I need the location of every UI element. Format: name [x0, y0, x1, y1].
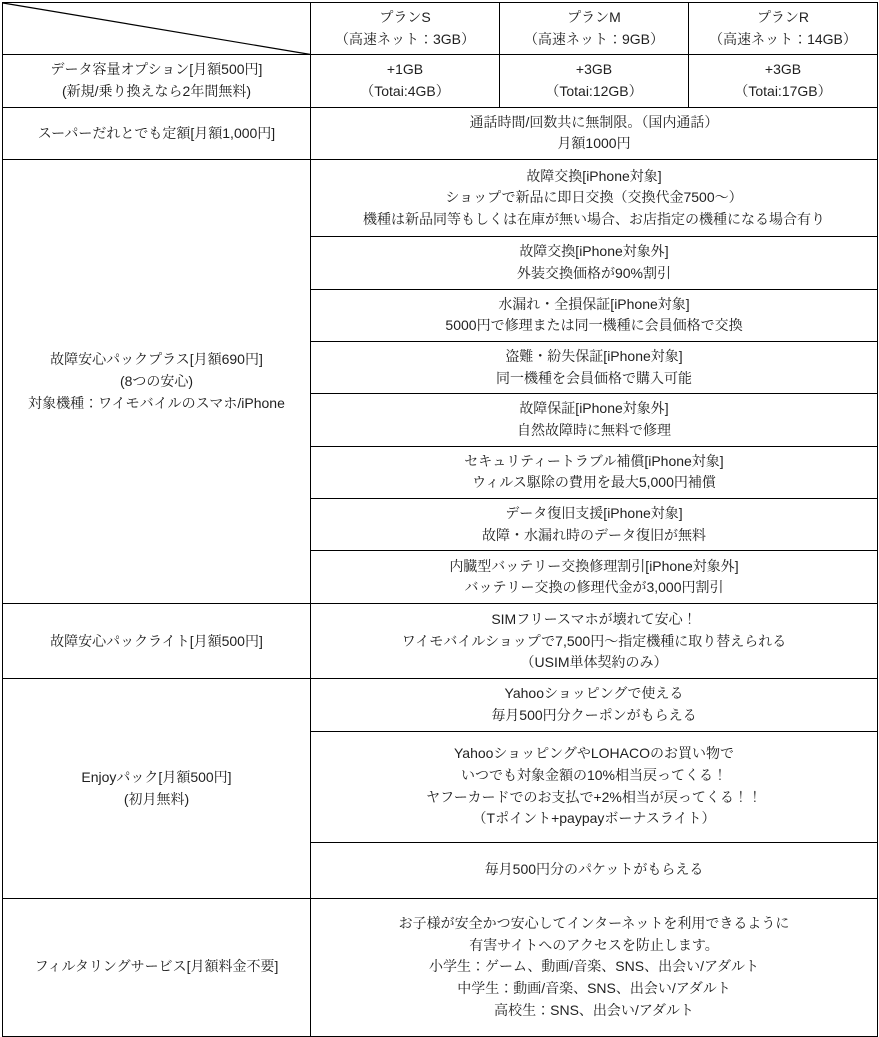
cell-enjoy-pack-item-2	[311, 731, 878, 842]
cell-line: ワイモバイルショップで7,500円〜指定機種に取り替えられる	[401, 632, 787, 649]
cell-line: 通話時間/回数共に無制限。（国内通話）	[469, 113, 719, 130]
cell-line: 毎月500円分クーポンがもらえる	[491, 707, 697, 724]
cell-super-daredemo-content	[311, 107, 878, 159]
cell-line: ウィルス駆除の費用を最大5,000円補償	[472, 474, 716, 491]
cell-pack-plus-item-6	[311, 446, 878, 498]
cell-line: セキュリティートラブル補償[iPhone対象]	[464, 452, 724, 469]
cell-line: 盗難・紛失保証[iPhone対象]	[505, 347, 683, 364]
cell-line: データ復旧支援[iPhone対象]	[505, 505, 683, 521]
cell-line: YahooショッピングやLOHACOのお買い物で	[453, 745, 734, 762]
cell-line: 同一機種を会員価格で購入可能	[496, 369, 692, 386]
row-label-line: 故障安心パックライト[月額500円]	[50, 632, 263, 649]
cell-line: （USIM単体契約のみ）	[520, 654, 668, 671]
cell-line: +1GB	[386, 61, 424, 78]
column-header-plan-s	[311, 3, 500, 55]
table-row-pack-light	[3, 604, 878, 679]
row-label-line: (新規/乗り換えなら2年間無料)	[62, 83, 251, 100]
row-label-line: 対象機種：ワイモバイルのスマホ/iPhone	[28, 394, 285, 411]
row-label-filtering-service	[3, 898, 311, 1036]
cell-line: 水漏れ・全損保証[iPhone対象]	[498, 295, 690, 312]
column-header-plan-m	[500, 3, 689, 55]
cell-line: 中学生：動画/音楽、SNS、出会い/アダルト	[457, 980, 731, 997]
cell-data-option-plan-m	[500, 55, 689, 107]
cell-line: （Tポイント+paypayボーナスライト）	[472, 810, 716, 827]
cell-line: 有害サイトへのアクセスを防止します。	[469, 936, 719, 953]
row-label-data-option	[3, 55, 311, 107]
table-row-data-option	[3, 55, 878, 107]
cell-line: （Totai:12GB）	[545, 83, 643, 100]
cell-line: 小学生：ゲーム、動画/音楽、SNS、出会い/アダルト	[428, 958, 759, 975]
cell-pack-plus-item-3	[311, 289, 878, 341]
cell-pack-plus-item-1	[311, 160, 878, 237]
cell-pack-plus-item-4	[311, 341, 878, 393]
cell-line: 故障交換[iPhone対象外]	[519, 243, 669, 260]
cell-line: いつでも対象金額の10%相当戻ってくる！	[460, 767, 728, 784]
row-label-line: (8つの安心)	[119, 372, 194, 389]
cell-line: ヤフーカードでのお支払で+2%相当が戻ってくる！！	[426, 788, 762, 805]
plan-s-detail: （高速ネット：3GB）	[334, 30, 475, 47]
table-header-row	[3, 3, 878, 55]
table-row-filtering-service	[3, 898, 878, 1036]
cell-line: 月額1000円	[557, 135, 631, 152]
cell-data-option-plan-r	[689, 55, 878, 107]
cell-line: 故障保証[iPhone対象外]	[519, 400, 669, 417]
cell-pack-plus-item-5	[311, 394, 878, 446]
corner-diagonal-cell	[3, 3, 311, 55]
cell-line: 故障・水漏れ時のデータ復旧が無料	[482, 526, 706, 543]
cell-pack-plus-item-7	[311, 499, 878, 551]
cell-filtering-service-content	[311, 898, 878, 1036]
plan-m-detail: （高速ネット：9GB）	[523, 30, 664, 47]
table-row-super-daredemo	[3, 107, 878, 159]
plan-r-name: プランR	[756, 9, 810, 25]
plan-r-detail: （高速ネット：14GB）	[709, 30, 857, 47]
table-row-enjoy-pack-item-1	[3, 679, 878, 731]
diagonal-divider-icon	[3, 3, 310, 54]
row-label-line: スーパーだれとでも定額[月額1,000円]	[37, 124, 276, 141]
cell-line: 機種は新品同等もしくは在庫が無い場合、お店指定の機種になる場合有り	[363, 210, 825, 227]
cell-line: 毎月500円分のパケットがもらえる	[484, 861, 704, 878]
plan-comparison-table	[2, 2, 878, 1037]
cell-pack-light-content	[311, 604, 878, 679]
cell-line: 内臓型バッテリー交換修理割引[iPhone対象外]	[449, 557, 739, 574]
cell-line: SIMフリースマホが壊れて安心！	[491, 610, 697, 627]
cell-enjoy-pack-item-3	[311, 842, 878, 898]
row-label-pack-light	[3, 604, 311, 679]
cell-line: （Totai:4GB）	[360, 83, 450, 100]
cell-line: 高校生：SNS、出会い/アダルト	[494, 1001, 694, 1018]
cell-line: （Totai:17GB）	[734, 83, 832, 100]
cell-pack-plus-item-2	[311, 237, 878, 289]
cell-line: 外装交換価格が90%割引	[516, 264, 672, 281]
cell-line: 5000円で修理または同一機種に会員価格で交換	[445, 317, 743, 334]
row-label-line: 故障安心パックプラス[月額690円]	[50, 351, 263, 368]
cell-line: +3GB	[764, 61, 802, 78]
cell-line: 自然故障時に無料で修理	[517, 421, 671, 438]
row-label-line: フィルタリングサービス[月額料金不要]	[34, 958, 279, 975]
table-row-pack-plus-item-1	[3, 160, 878, 237]
cell-pack-plus-item-8	[311, 551, 878, 604]
cell-line: ショップで新品に即日交換（交換代金7500〜）	[445, 189, 743, 206]
row-label-pack-plus	[3, 160, 311, 604]
cell-data-option-plan-s	[311, 55, 500, 107]
cell-line: バッテリー交換の修理代金が3,000円割引	[464, 579, 724, 596]
cell-line: +3GB	[575, 61, 613, 78]
column-header-plan-r	[689, 3, 878, 55]
cell-enjoy-pack-item-1	[311, 679, 878, 731]
plan-m-name: プランM	[567, 9, 621, 25]
cell-line: お子様が安全かつ安心してインターネットを利用できるように	[398, 915, 790, 932]
row-label-line: Enjoyパック[月額500円]	[81, 768, 232, 785]
row-label-enjoy-pack	[3, 679, 311, 898]
cell-line: 故障交換[iPhone対象]	[526, 167, 662, 184]
cell-line: Yahooショッピングで使える	[504, 685, 684, 702]
row-label-line: (初月無料)	[123, 790, 190, 807]
plan-s-name: プランS	[379, 9, 431, 25]
row-label-line: データ容量オプション[月額500円]	[50, 61, 263, 78]
row-label-super-daredemo	[3, 107, 311, 159]
